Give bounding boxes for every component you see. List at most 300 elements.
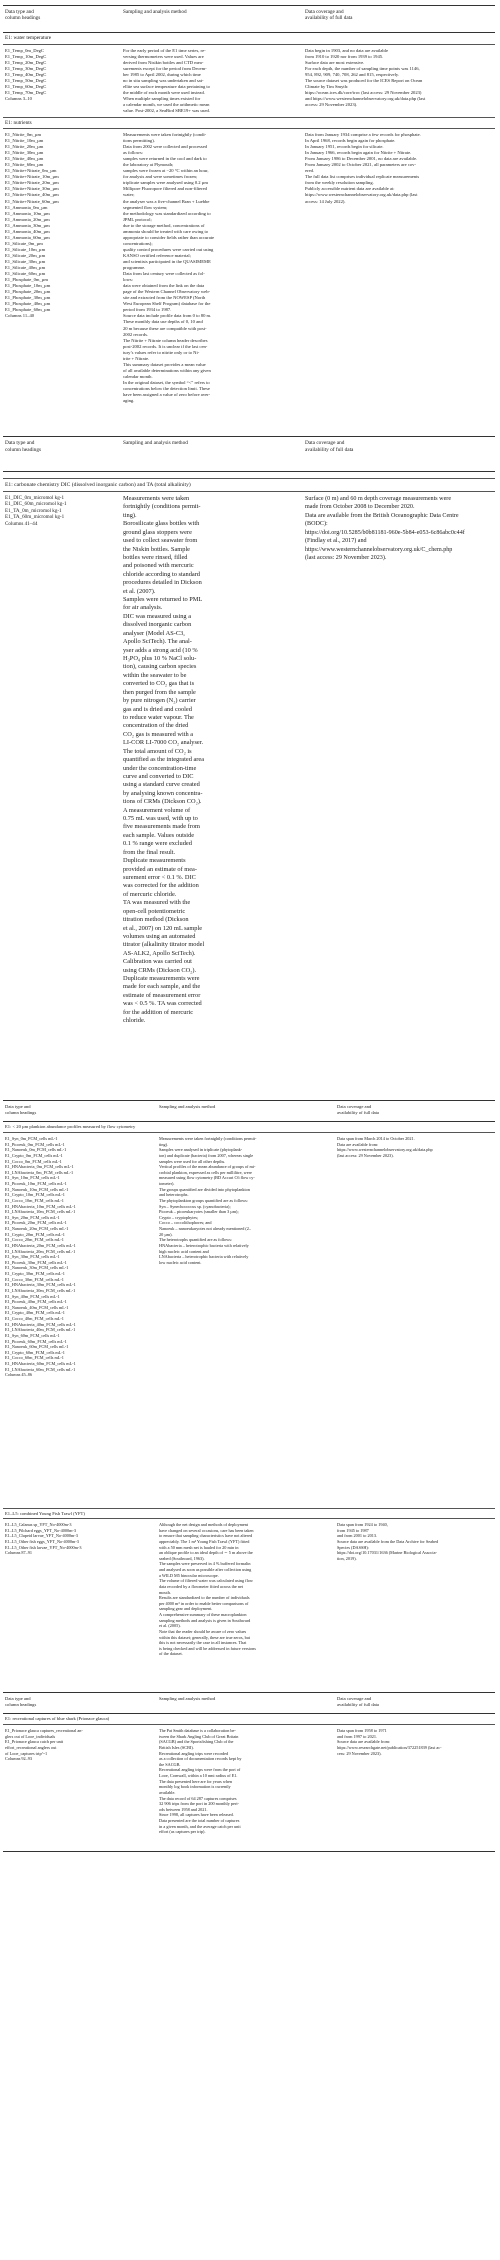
cell-line: Data from last century were collected as fol- [123, 271, 205, 277]
cell-line: E1_Nitrite+Nitrate_10m_µm [5, 174, 59, 180]
cell-line: E1_Temp_70m_DegC [5, 90, 47, 96]
cell-line: The samples were preserved in 4 % buffered formalin [159, 1561, 251, 1567]
section-title-nutrients: E1: nutrients [5, 120, 32, 126]
cell-line: Cocco – coccolithophores; and [159, 1220, 212, 1226]
cell-line: by analysing known concentra- [123, 789, 203, 797]
cell-line: E1_Phosphate_0m_µm [5, 277, 48, 283]
header-col1-line2: column headings [5, 1701, 37, 1707]
header-sampling: Sampling and analysis method [159, 1696, 216, 1701]
cell-line: chloride according to standard [123, 570, 200, 578]
cell-line: A measurement volume of [123, 806, 191, 814]
cell-line: the Niskin bottles. Sample [123, 545, 190, 553]
cell-line: E1_Cocco_60m_FCM_cells mL-1 [5, 1355, 64, 1361]
cell-line: Columns 92–93 [5, 1756, 33, 1762]
cell-line: The groups quantified are divided into phytoplankton [159, 1186, 250, 1192]
cell-line: Calibration was carried out [123, 958, 192, 966]
cell-line: (last access: 29 November 2023). [305, 554, 387, 561]
cell-line: Duplicate measurements were [123, 975, 200, 983]
cell-line: DIC was measured using a [123, 612, 192, 620]
cell-line: The Nitrite + Nitrate column header describes [123, 337, 208, 343]
cell-line: from 1945 to 1987 [337, 1527, 369, 1533]
cell-line: tween the Shark Angling Club of Great Britain [159, 1733, 239, 1739]
cell-line: was corrected for the addition [123, 882, 199, 890]
cell-line: E1_Nitrite+Nitrate_20m_µm [5, 180, 59, 186]
header-coverage [337, 1104, 487, 1115]
section-title-shark: E1: recreational captures of blue shark (Prionace glauca) [5, 1716, 110, 1721]
cell-line: of mercuric chloride. [123, 890, 177, 898]
cell-line: E1_LNAbacteria_20m_FCM_cells mL-1 [5, 1248, 76, 1254]
cell-line: gas and is dried and cooled [123, 705, 192, 713]
cell-line: H₃PO₄ plus 10 % NaCl solu- [123, 655, 197, 663]
cell-line: a calendar month, we used the arithmetic mean [123, 102, 210, 108]
cell-line: Publicly accessible nutrient data are available at: [305, 186, 395, 192]
cell-line: Species (DASSH): [337, 1544, 369, 1550]
cell-line: E1_Nitrite_20m_µm [5, 144, 44, 150]
cell-line: Surface (0 m) and 60 m depth coverage measurements were [305, 496, 452, 502]
cell-line: for air analysis. [123, 604, 163, 612]
cell-line: E1_Picoeuk_10m_FCM_cells mL-1 [5, 1181, 67, 1186]
cell-line: page of the Western Channel Observatory web- [123, 289, 211, 295]
cell-line: The Pat Smith database is a collaboration be- [159, 1728, 236, 1733]
cell-line: per 4000 m³ in order to enable better comparisons of [159, 1600, 249, 1606]
cell-line: Borosilicate glass bottles with [123, 520, 200, 528]
cell-line: Results are standardized to the number of individuals [159, 1595, 250, 1601]
header-col3-line1: Data coverage and [337, 1104, 372, 1109]
cell-line: samples were returned in the cool and dark to [123, 156, 207, 162]
header-data-type [5, 440, 115, 454]
cell-line: Data span from 1958 to 1971 [337, 1728, 387, 1733]
cell-line: as follows: [123, 150, 144, 156]
cell-line: E1_HNAbacteria_30m_FCM_cells mL-1 [5, 1282, 76, 1288]
cell-line: E1_Phosphate_30m_µm [5, 295, 51, 301]
cell-line: Climate by Tim Smyth: [305, 84, 349, 90]
cell-line: https://ocean.ices.dk/core/iroc (last access: 29 November 2023) [305, 90, 422, 96]
cell-line: is being checked and will be addressed in future versions [159, 1645, 256, 1651]
cell-line: tion), causing carbon species [123, 663, 197, 671]
cell-line: ber 1985 to April 2002, during which time [123, 72, 201, 78]
cell-line: concentrations below the detection limit. These [123, 385, 210, 391]
cell-line: as a collection of documentation records kept by [159, 1756, 242, 1762]
section-heading [3, 1122, 495, 1133]
table-header [3, 1692, 495, 1714]
cell-line: available. [159, 1789, 176, 1795]
cell-line: segmented flow system; [123, 204, 168, 210]
cell-line: chloride. [123, 1017, 146, 1025]
cell-line: sampling methods and analysis is given in Southward [159, 1617, 251, 1623]
coverage-cell [305, 495, 495, 562]
cell-line: to ensure that sampling characteristics have not altered [159, 1533, 253, 1539]
cell-line: due to the storage method, concentrations of [123, 222, 205, 228]
cell-line: 20 µm). [159, 1231, 173, 1237]
column-headings-cell [5, 1136, 155, 1378]
cell-line: for analysis and were sometimes frozen; [123, 174, 198, 180]
header-col1-line1: Data type and [5, 1696, 31, 1701]
cell-line: was < 0.5 %. TA was corrected [123, 1000, 202, 1008]
cell-line: E1_Crypto_40m_FCM_cells mL-1 [5, 1310, 65, 1316]
header-col1-line2: column headings [5, 15, 41, 22]
cell-line: https://doi.org/10.17031/1636 (Marine Biological Associa- [337, 1550, 437, 1556]
cell-line: each sample. Values outside [123, 831, 195, 839]
cell-line: E1_DIC_60m_micromol kg-1 [5, 501, 67, 508]
cell-line: E1_Ammonia_0m_µm [5, 204, 48, 210]
cell-line: E1_Ammonia_30m_µm [5, 222, 50, 228]
cell-line: https://www.westernchannelobservatory.org.uk/data.php (last [305, 192, 418, 198]
cell-line: E1_Syn_20m_FCM_cells mL-1 [5, 1214, 60, 1220]
method-cell [123, 48, 295, 115]
section-title-temp: E1: water temperature [5, 35, 52, 41]
cell-line: Apollo SciTech). The anal- [123, 638, 192, 646]
cell-line: (last access: 29 November 2023). [337, 1152, 394, 1158]
cell-line: E1_Silicate_40m_µm [5, 265, 46, 271]
cell-line: E1_Temp_20m_DegC [5, 60, 47, 66]
header-coverage [337, 1696, 487, 1707]
cell-line: E1_Ammonia_20m_µm [5, 216, 50, 222]
cell-line: by pure nitrogen (N₂) carrier [123, 697, 196, 705]
cell-line: samples were used for all other depths. [159, 1158, 226, 1164]
cell-line: Since 1998, all captures have been released. [159, 1812, 234, 1818]
cell-line: Columns 45–86 [5, 1372, 33, 1378]
cell-line: Data from 2002 were collected and processed [123, 144, 207, 150]
cell-line: LNAbacteria – heterotrophic bacteria with relatively [159, 1254, 249, 1260]
cell-line: E1_Nitrite_0m_µm [5, 132, 42, 137]
cell-line: AS-ALK2, Apollo SciTech). [123, 949, 196, 957]
cell-line: Millipore Fluoropore filtered and non-filtered [123, 186, 207, 192]
cell-line: aging. [123, 398, 135, 404]
cell-line: ered. [305, 168, 315, 174]
cell-line: HNAbacteria – heterotrophic bacteria with relatively [159, 1242, 249, 1248]
cell-line: For the early period of the E1 time series, re- [123, 48, 206, 53]
cell-line: E1_Phosphate_60m_µm [5, 307, 51, 313]
header-sampling: Sampling and analysis method [123, 9, 187, 15]
section-title-carbonate: E1: carbonate chemistry DIC (dissolved inorganic carbon) and TA (total alkalinity) [5, 482, 191, 488]
cell-line: E1_Crypto_0m_FCM_cells mL-1 [5, 1152, 63, 1158]
cell-line: Although the net design and methods of deployment [159, 1522, 249, 1527]
column-headings-cell [5, 495, 121, 527]
cell-line: E1_TA_60m_micromol kg-1 [5, 514, 65, 521]
section-heading [3, 33, 495, 45]
cell-line: and poisoned with mercuric [123, 562, 194, 570]
cell-line: ods between 1958 and 2021. [159, 1806, 208, 1812]
cell-line: Data begin in 1903, and no data are available [305, 48, 389, 53]
cell-line: cess: 29 November 2023). [337, 1750, 382, 1756]
cell-line: ellite sea surface temperature data pertaining to [123, 84, 210, 90]
cell-line: access: 14 July 2022). [305, 198, 346, 204]
cell-line: 954, 892, 909, 740, 708, 262 and 815, respectively. [305, 72, 399, 78]
cell-line: E1–L5_Pilchard eggs_YFT_No-4000m-3 [5, 1527, 76, 1533]
coverage-cell [305, 132, 491, 205]
section-heading [3, 1508, 495, 1519]
coverage-cell [337, 1136, 493, 1159]
section-heading [3, 1714, 495, 1725]
cell-line: E1_Syn_10m_FCM_cells mL-1 [5, 1175, 60, 1181]
header-col1-line2: column headings [5, 1109, 37, 1115]
cell-line: E1_Syn_30m_FCM_cells mL-1 [5, 1254, 60, 1260]
cell-line: These monthly data use depths of 0, 10 and [123, 319, 203, 325]
table-row-carbonate [3, 492, 495, 1082]
cell-line: the SACGB. [159, 1761, 181, 1767]
cell-line: titrator (alkalinity titrator model [123, 941, 205, 949]
cell-line: E1_Nanoeuk_60m_FCM_cells mL-1 [5, 1344, 69, 1350]
cell-line: Samples were analysed in triplicate (phytoplank- [159, 1147, 243, 1153]
cell-line: calendar month. [123, 373, 153, 379]
cell-line: within this dataset; generally, these are true zeros, but [159, 1634, 251, 1640]
cell-line: E1_Temp_10m_DegC [5, 54, 47, 60]
cell-line: no in situ sampling was undertaken and sat- [123, 78, 204, 84]
cell-line: LI-COR LI-7000 CO₂ analyser. [123, 739, 204, 747]
table-header [3, 436, 495, 472]
cell-line: From January 2002 to October 2021, all parameters are cov- [305, 162, 416, 168]
cell-line: access: 29 November 2023). [305, 102, 358, 108]
cell-line: E1_Cocco_10m_FCM_cells mL-1 [5, 1197, 64, 1203]
cell-line: E1_Crypto_30m_FCM_cells mL-1 [5, 1271, 65, 1276]
cell-line: fortnightly (conditions permit- [123, 503, 201, 511]
cell-line: (Findlay et al., 2017) and [305, 538, 367, 545]
cell-line: E1_Nitrite+Nitrate_60m_µm [5, 198, 59, 204]
table-row-yft [3, 1519, 495, 1669]
coverage-cell [337, 1522, 493, 1561]
cell-line: et al., 2007) on 120 mL sample [123, 924, 203, 932]
header-sampling: Sampling and analysis method [159, 1104, 216, 1109]
cell-line: et al. (2007). [123, 587, 156, 595]
cell-line: Surface data are most extensive. [305, 60, 365, 66]
cell-line: period from 1934 to 1987. [123, 307, 172, 313]
cell-line: West European Shelf Program) database for the [123, 301, 211, 307]
cell-line: E1_LNAbacteria_30m_FCM_cells mL-1 [5, 1287, 76, 1293]
cell-line: surements except for the period from Decem- [123, 66, 207, 72]
cell-line: then purged from the sample [123, 688, 196, 696]
cell-line: estimate of measurement error [123, 991, 201, 999]
cell-line: low nucleic acid content. [159, 1259, 202, 1265]
table-blue-shark [3, 1692, 495, 1852]
cell-line: E1_Picoeuk_40m_FCM_cells mL-1 [5, 1299, 67, 1305]
cell-line: Recreational angling trips were recorded [159, 1750, 229, 1756]
cell-line: E1_Nanoeuk_30m_FCM_cells mL-1 [5, 1265, 69, 1271]
cell-line: from the weekly resolution sampling. [305, 180, 374, 186]
section-heading [3, 117, 495, 129]
method-cell [123, 132, 295, 404]
cell-line: using a standard curve created [123, 781, 200, 789]
header-coverage [305, 440, 485, 454]
cell-line: tometer). [159, 1181, 175, 1186]
cell-line: E1_Temp_50m_DegC [5, 78, 47, 84]
cell-line: Data presented are the total number of captures [159, 1818, 240, 1823]
cell-line: and analysed as soon as possible after collection using [159, 1567, 252, 1572]
cell-line: ton) and duplicate (bacteria) from 2007, whereas single [159, 1152, 254, 1158]
cell-line: E1_Cocco_40m_FCM_cells mL-1 [5, 1316, 64, 1321]
cell-line: trite + Nitrate. [123, 355, 150, 361]
cell-line: E1_Nitrite+Nitrate_40m_µm [5, 192, 59, 198]
cell-line: E1_Picoeuk_0m_FCM_cells mL-1 [5, 1141, 65, 1147]
cell-line: data were obtained from the link on the data [123, 283, 205, 289]
table-row-cytometry [3, 1133, 495, 1383]
cell-line: E1_Picoeuk_30m_FCM_cells mL-1 [5, 1259, 67, 1265]
cell-line: crobial plankton, expressed as cells per millilitre, were [159, 1169, 252, 1175]
cell-line: derived from Nisikin bottles and CTD mea- [123, 60, 204, 66]
cell-line: E1_DIC_0m_micromol kg-1 [5, 495, 64, 501]
cell-line: E1_Silicate_60m_µm [5, 271, 46, 277]
cell-line: E1_HNAbacteria_40m_FCM_cells mL-1 [5, 1321, 76, 1327]
cell-line: this is not necessarily the case in all instances. That [159, 1640, 247, 1646]
cell-line: of the dataset. [159, 1651, 183, 1657]
cell-line: E1_Phosphate_10m_µm [5, 283, 51, 289]
cell-line: E1_TA_0m_micromol kg-1 [5, 507, 62, 514]
cell-line: E1_Picoeuk_60m_FCM_cells mL-1 [5, 1338, 67, 1344]
header-data-type [5, 1696, 115, 1707]
header-col3-line2: availability of full data [305, 447, 354, 453]
cell-line: from 1910 to 1920 nor from 1939 to 1945. [305, 54, 384, 60]
cell-line: a WILD M5 binocular microscope. [159, 1572, 219, 1578]
coverage-cell [305, 48, 491, 108]
cell-line: KANSO certified reference material; [123, 252, 191, 258]
cell-line: The data presented here are for years when [159, 1778, 233, 1784]
cell-line: 32 906 trips from the port in 200 monthly peri- [159, 1801, 239, 1807]
cell-line: bottles were rinsed, filled [123, 553, 188, 561]
cell-line: of all available determinations within any given [123, 367, 211, 373]
cell-line: 2002 records. [123, 331, 149, 337]
header-col3-line1: Data coverage and [337, 1696, 372, 1701]
cell-line: quality control procedures were carried out using [123, 246, 214, 252]
cell-line: versing thermometers were used. Values are [123, 54, 204, 60]
cell-line: Source data are available from: [337, 1739, 391, 1745]
cell-line: E1_Syn_0m_FCM_cells mL-1 [5, 1136, 58, 1141]
cell-line: samples were frozen at −20 °C within an hour, [123, 168, 209, 174]
cell-line: E1_Ammonia_40m_µm [5, 228, 50, 234]
cell-line: with a 50 mm mesh net is hauled for 20 min in [159, 1544, 239, 1550]
header-coverage [305, 9, 485, 21]
cell-line: E1_LNAbacteria_0m_FCM_cells mL-1 [5, 1169, 74, 1175]
cell-line: appreciably. The 1 m² Young Fish Trawl (YFT) fitted [159, 1538, 250, 1544]
cell-line: The phytoplankton groups quantified are as follows: [159, 1197, 248, 1203]
cell-line: curve and converted to DIC [123, 772, 194, 780]
cell-line: E1_Prionace glauca catch per unit [5, 1739, 64, 1745]
table-young-fish-trawl [3, 1508, 495, 1698]
cell-line: of Looe_captures trip^-1 [5, 1750, 48, 1756]
cell-line: E1–L5_Other fish larvae_YFT_No-4000m-3 [5, 1544, 82, 1550]
cell-line: have been assigned a value of zero before aver- [123, 392, 211, 398]
cell-line: sampling gear and deployment. [159, 1606, 213, 1612]
method-cell [159, 1136, 329, 1265]
cell-line: the analyser was a five-channel Bran + Luebbe [123, 198, 210, 204]
cell-line: In the original dataset, the symbol “<” refers to [123, 379, 210, 385]
cell-line: 0.75 mL was used, with up to [123, 815, 198, 823]
cell-line: E1_Picoeuk_20m_FCM_cells mL-1 [5, 1220, 67, 1226]
header-col3-line1: Data coverage and [305, 440, 345, 446]
cell-line: E1_Silicate_0m_µm [5, 240, 43, 246]
cell-line: value. Post-2002, a SeaBird SBE19+ was used. [123, 108, 210, 114]
cell-line: https://www.westernchannelobservatory.org.uk/data.php [337, 1147, 433, 1153]
cell-line: E1_Phosphate_40m_µm [5, 301, 51, 307]
cell-line: analyser (Model AS-C3, [123, 629, 185, 637]
cell-line: monthly log book information is currently [159, 1784, 231, 1790]
cell-line: Columns 3–10 [5, 96, 32, 102]
cell-line: effort (as captures per trip). [159, 1829, 206, 1835]
cell-line: measured using flow cytometry (BD Accuri C6 flow cy- [159, 1175, 255, 1181]
cell-line: E1_Temp_30m_DegC [5, 66, 47, 72]
cell-line: 0.1 % range were excluded [123, 840, 192, 848]
cell-line: E1_Nanoeuk_40m_FCM_cells mL-1 [5, 1304, 69, 1310]
cell-line: E1–L5_Calanus sp_YFT_No-4000m-3 [5, 1522, 72, 1527]
method-cell [123, 495, 295, 1026]
cell-line: E1_Phosphate_20m_µm [5, 289, 51, 295]
cell-line: procedures detailed in Dickson [123, 579, 202, 587]
cell-line: The data record of 64 287 captures comprises [159, 1795, 237, 1801]
cell-line: E1_Ammonia_60m_µm [5, 234, 50, 240]
cell-line: glers out of Looe_individuals [5, 1733, 56, 1739]
cell-line: effort_recreational anglers out [5, 1744, 57, 1750]
cell-line: (SACGB) and the Sportsfishing Club of the [159, 1739, 234, 1745]
cell-line: E1_Nitrite_60m_µm [5, 162, 44, 168]
cell-line: E1_Nanoeuk_20m_FCM_cells mL-1 [5, 1226, 69, 1231]
cell-line: https://www.researchgate.net/publication/372251839 (last ac- [337, 1744, 442, 1750]
cell-line: E1_LNAbacteria_40m_FCM_cells mL-1 [5, 1327, 76, 1333]
cell-line: E1_HNAbacteria_20m_FCM_cells mL-1 [5, 1242, 76, 1248]
cell-line: converted to CO₂ gas that is [123, 680, 195, 688]
cell-line: Source data include profile data from 0 to 80 m. [123, 313, 212, 319]
cell-line: Data span from 1924 to 1940, [337, 1522, 388, 1527]
cell-line: made for each sample, and the [123, 983, 201, 991]
cell-line: quantified as the integrated area [123, 756, 205, 764]
cell-line: an oblique profile to an ideal depth of ∼ 5 m above the [159, 1550, 253, 1556]
table-bottom-rule [3, 1851, 495, 1852]
cell-line: high nucleic acid content and [159, 1248, 209, 1254]
header-col3-line2: availability of full data [337, 1701, 379, 1707]
cell-line: and from 1997 to 2021. [337, 1733, 378, 1739]
cell-line: provided an estimate of mea- [123, 865, 197, 873]
cell-line: using CRMs (Dickson CO₂). [123, 966, 197, 974]
cell-line: The volume of filtered water was calculated using flow [159, 1578, 253, 1584]
cell-line: concentration of the dried [123, 722, 189, 730]
table-row-temperature [3, 45, 495, 117]
cell-line: The heterotrophs quantified are as follows: [159, 1237, 233, 1243]
cell-line: ting). [123, 511, 137, 519]
cell-line: in a given month, and the average catch per unit [159, 1823, 241, 1829]
cell-line: E1_Prionace glauca captures_recreational an- [5, 1728, 83, 1733]
cell-line: JPML protocol; [123, 216, 152, 222]
cell-line: and from 2001 to 2013. [337, 1533, 378, 1539]
cell-line: Vertical profiles of the mean abundance of groups of mi- [159, 1164, 256, 1170]
header-col1-line1: Data type and [5, 440, 35, 446]
cell-line: E1_Nitrite_30m_µm [5, 150, 44, 156]
cell-line: Columns 11–40 [5, 313, 35, 319]
header-sampling: Sampling and analysis method [123, 440, 188, 446]
cell-line: under the concentration-time [123, 764, 197, 772]
cell-line: E1–L5_Other fish eggs_YFT_No-4000m-3 [5, 1538, 79, 1544]
cell-line: In January 1966, records begin again for Nitrite + Nitrate. [305, 150, 412, 156]
section-title-cytometry: E1: < 20 µm plankton abundance profiles measured by flow cytometry [5, 1124, 136, 1129]
table-flow-cytometry [3, 1100, 495, 1510]
cell-line: E1_Cocco_30m_FCM_cells mL-1 [5, 1276, 64, 1282]
header-data-type [5, 1104, 115, 1115]
cell-line: Recreational angling trips were from the port of [159, 1767, 241, 1773]
section-heading [3, 478, 495, 492]
cell-line: https://doi.org/10.5285/b0b81181-960e-5b84-e053-6c86abc0c44f [305, 529, 465, 536]
cell-line: (BODC): [305, 521, 328, 528]
cell-line: E1_Temp_60m_DegC [5, 84, 47, 90]
cell-line: E1_Nitrite_10m_µm [5, 138, 44, 144]
cell-line: E1_HNAbacteria_60m_FCM_cells mL-1 [5, 1361, 76, 1366]
cell-line: E1_Crypto_60m_FCM_cells mL-1 [5, 1349, 65, 1355]
cell-line: Columns 41–44 [5, 520, 38, 527]
cell-line: E1_Nitrite+Nitrate_30m_µm [5, 186, 59, 192]
cell-line: post-2002 records. It is unclear if the last cen- [123, 343, 208, 349]
header-data-type [5, 9, 115, 21]
cell-line: surement error < 0.1 %. DIC [123, 873, 196, 881]
cell-line: the laboratory at Plymouth; [123, 162, 174, 168]
cell-line: E1_Temp_40m_DegC [5, 72, 47, 78]
cell-line: for the addition of mercuric [123, 1008, 194, 1016]
cell-line: Picoeuk – picoeukaryotes (smaller than 3 µm); [159, 1209, 239, 1215]
cell-line: E1_Nitrite_40m_µm [5, 156, 44, 162]
